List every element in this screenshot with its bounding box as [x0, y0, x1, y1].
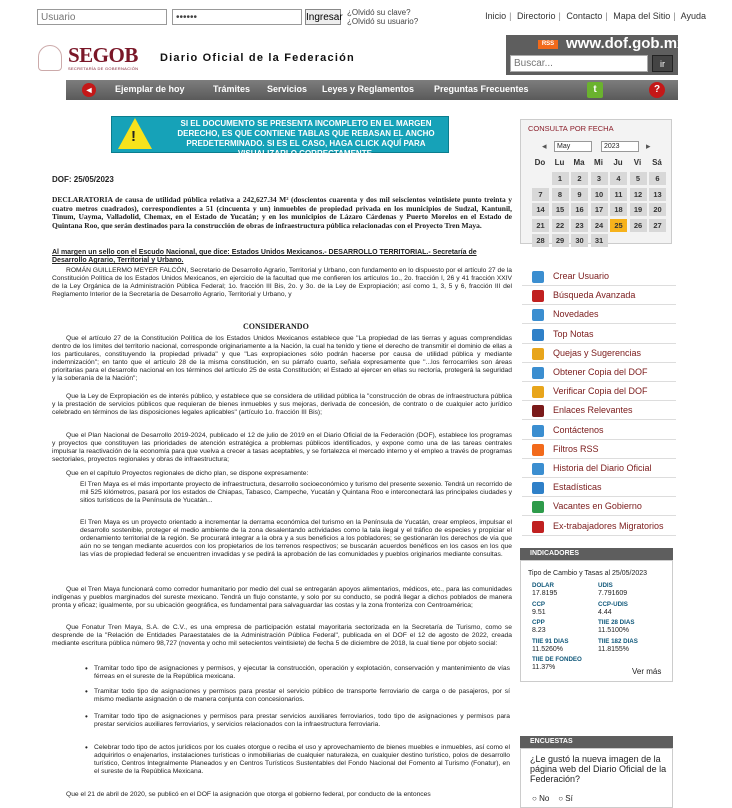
top-nav-ayuda[interactable]: Ayuda	[680, 11, 706, 21]
calendar-day[interactable]: 18	[610, 203, 627, 216]
side-link-label: Historia del Diario Oficial	[553, 463, 652, 473]
radio-si[interactable]: ○ Sí	[558, 794, 573, 803]
help-icon[interactable]: ?	[649, 82, 665, 98]
mail-icon	[532, 425, 544, 437]
side-link-item[interactable]	[522, 287, 676, 305]
side-link-item[interactable]	[522, 441, 676, 459]
quote-tren-maya-2: El Tren Maya es un proyecto orientado a incrementar la derrama económica del turismo en la Península de Yucatán, crear empleos, impulsar el desarrollo sostenible, proteger el medio ambiente de la zona desalentando actividades como la tala ilegal y el tráfico de especies y propiciar el ordenamiento territorial de la región. Se procurará integrar a la obra y a sus beneficios a los pobladores; se gestionarán los derechos de vía que aún no se tengan mediante acuerdos con los propietarios de los terrenos respectivos; se buscarán acuerdos benéficos en los casos en los que las vías de propiedad federal se encuentren invadidas y se pedirá la aprobación de las comunidades y pueblos originarios mediante consultas.	[80, 519, 512, 558]
document-title: DECLARATORIA de causa de utilidad pública relativa a 242,627.34 M² (doscientos cuarenta y dos mil seiscientos veintisiete punto treinta y cuatro metros cuadrados), correspondientes a 51 (cincuenta y un) inmuebles de propiedad privada en los municipios de Sudzal, Kantunil, Tinum, Uayma, Valladolid, Chemax, en el Estado de Yucatán; y en los municipios de Lázaro Cárdenas y Puerto Morelos en el Estado de Quintana Roo, que serán destinados para la construcción de obras de infraestructura pública relacionadas con el Proyecto Tren Maya.	[52, 195, 512, 230]
side-link-label: Estadísticas	[553, 482, 602, 493]
back-arrow-icon[interactable]: ◄	[82, 83, 96, 97]
calendar-day[interactable]: 17	[591, 203, 608, 216]
calendar-day[interactable]: 7	[532, 188, 549, 201]
calendar-day[interactable]: 13	[649, 188, 666, 201]
indicator-value: 4.44	[598, 608, 612, 616]
top-bar	[0, 0, 732, 30]
warning-exclamation: !	[131, 128, 136, 145]
calendar-day[interactable]: 10	[591, 188, 608, 201]
nav-servicios[interactable]: Servicios	[267, 84, 308, 94]
side-link-label: Obtener Copia del DOF	[553, 367, 648, 377]
chevron-right-icon[interactable]: ▸	[646, 141, 651, 151]
indicator-value: 11.8155%	[598, 645, 630, 653]
indicator-label: DOLAR	[532, 582, 554, 589]
comment-icon	[532, 348, 544, 360]
side-link-item[interactable]	[522, 518, 676, 536]
indicator-value: 11.37%	[532, 664, 556, 671]
calendar-day[interactable]: 24	[591, 219, 608, 232]
paragraph-asignacion: Que el 21 de abril de 2020, se publicó en el DOF la asignación que otorga el gobierno federal, por conducto de la entonces	[66, 791, 431, 798]
star-icon	[532, 329, 544, 341]
username-input[interactable]	[37, 9, 167, 25]
calendar-day-current[interactable]: 25	[610, 219, 627, 232]
calendar-dow: Mi	[594, 158, 603, 167]
side-link-label: Enlaces Relevantes	[553, 405, 633, 416]
calendar-day[interactable]: 14	[532, 203, 549, 216]
top-nav-directorio[interactable]: Directorio	[516, 11, 556, 21]
calendar-day[interactable]: 5	[630, 172, 647, 185]
side-link-item[interactable]	[522, 479, 676, 497]
forgot-user-link[interactable]: ¿Olvidó su usuario?	[347, 17, 419, 26]
nav-tramites[interactable]: Trámites	[213, 84, 251, 94]
calendar-day[interactable]: 28	[532, 234, 549, 247]
paragraph-plan-nacional: Que el Plan Nacional de Desarrollo 2019-2024, publicado el 12 de julio de 2019 en el Diario Oficial de la Federación (DOF), establece los programas y proyectos que constituyen las prioridades de atención estratégica a problemas públicos identificados, y expone como una de las tareas centrales impulsar la reactivación de la economía para que vuelva a crecer a tasas aceptables, y se fortalezca el mercado interno y el empleo a través de programas sectoriales, proyectos regionales y obras de infraestructura;	[52, 432, 512, 463]
nav-ejemplar-hoy[interactable]: Ejemplar de hoy	[115, 84, 185, 94]
etm-icon	[532, 521, 544, 533]
user-add-icon	[532, 271, 544, 283]
calendar-title-sub: POR FECHA	[569, 124, 614, 133]
password-input[interactable]	[172, 9, 302, 25]
side-link-label: Filtros RSS	[553, 443, 599, 454]
calendar-dow: Sá	[652, 158, 662, 167]
survey-options	[532, 794, 573, 803]
indicator-value: 8.23	[532, 627, 546, 634]
calendar-day[interactable]: 2	[571, 172, 588, 185]
search-button[interactable]: ir	[652, 55, 673, 72]
calendar-day[interactable]: 22	[552, 219, 569, 232]
nav-preguntas[interactable]: Preguntas Frecuentes	[434, 84, 529, 94]
calendar-day[interactable]: 20	[649, 203, 666, 216]
calendar-day[interactable]: 27	[649, 219, 666, 232]
calendar-dow: Ma	[573, 158, 585, 167]
segob-emblem-icon	[38, 45, 62, 71]
radio-si-label: Sí	[565, 794, 573, 803]
calendar-day[interactable]: 11	[610, 188, 627, 201]
indicators-title: Tipo de Cambio y Tasas al 25/05/2023	[528, 570, 648, 577]
calendar-day[interactable]: 23	[571, 219, 588, 232]
jobs-icon	[532, 501, 544, 513]
side-link-item[interactable]	[522, 402, 676, 420]
indicator-label: UDIS	[598, 582, 613, 589]
side-link-item[interactable]	[522, 268, 676, 286]
side-link-item[interactable]	[522, 306, 676, 324]
indicators-more-link[interactable]: Ver más	[632, 667, 662, 676]
calendar-day[interactable]: 4	[610, 172, 627, 185]
side-link-label: Top Notas	[553, 328, 594, 339]
warning-text[interactable]: SI EL DOCUMENTO SE PRESENTA INCOMPLETO EN EL MARGEN DERECHO, ES QUE CONTIENE TABLAS QUE REBASAN EL ANCHO PREDETERMINADO. SI ES EL CASO, HAGA CLICK AQUÍ PARA VISUALIZARLO CORRECTAMENTE.	[177, 119, 435, 158]
calendar-day[interactable]: 26	[630, 219, 647, 232]
survey-header: ENCUESTAS	[520, 736, 673, 748]
main-nav	[66, 80, 678, 100]
search-icon	[532, 290, 544, 302]
forgot-password-link[interactable]: ¿Olvidó su clave?	[347, 8, 411, 17]
side-link-item[interactable]	[522, 345, 676, 363]
bullet-icon: •	[85, 743, 88, 752]
bullet-item-2: Tramitar todo tipo de asignaciones y permisos para prestar el servicio público de transporte ferroviario de carga o de pasajeros, por sí mismo mediante asignación o de manera conjunta con concesionarios.	[94, 688, 510, 703]
indicator-label: TIIE 91 DIAS	[532, 637, 569, 645]
calendar-day[interactable]: 19	[630, 203, 647, 216]
calendar-day[interactable]: 29	[552, 234, 569, 247]
side-link-label: Verificar Copia del DOF	[553, 386, 648, 397]
paragraph-proyectos-regionales: Que en el capítulo Proyectos regionales de dicho plan, se dispone expresamente:	[66, 470, 309, 477]
calendar-dow: Lu	[554, 158, 565, 167]
rss-icon[interactable]: RSS	[538, 40, 558, 49]
side-link-label: Ex-trabajadores Migratorios	[553, 520, 664, 531]
twitter-icon[interactable]: t	[587, 82, 603, 98]
nav-leyes[interactable]: Leyes y Reglamentos	[322, 84, 415, 94]
bullet-item-4: Celebrar todo tipo de actos jurídicos por los cuales otorgue o reciba el uso y aprovechamiento de bienes muebles e inmuebles, así como el adquirirlos o enajenarlos, instalaciones turísticas o inmobiliarias de cualquier naturaleza, en cualquier destino turístico, polos de desarrollo turístico, Centros Integralmente Planeados y en Centros Turísticos Sustentables del Fondo Nacional del Fomento al Turismo (Fonatur), en el sureste de la República Mexicana.	[94, 744, 510, 775]
bullet-item-1: Tramitar todo tipo de asignaciones y permisos, y ejecutar la construcción, operación y explotación, conservación y mantenimiento de vías férreas en el sureste de la República mexicana.	[94, 665, 510, 680]
indicator-value: 11.5260%	[532, 645, 564, 653]
radio-no[interactable]: ○ No	[532, 794, 550, 803]
side-link-item[interactable]	[522, 326, 676, 344]
document-seal: Al margen un sello con el Escudo Nacional, que dice: Estados Unidos Mexicanos.- DESARROLLO TERRITORIAL.- Secretaría de Desarrollo Agrario, Territorial y Urbano.	[52, 249, 477, 265]
month-select[interactable]: May	[554, 141, 592, 152]
calendar-dow: Vi	[633, 158, 642, 167]
calendar-day[interactable]: 16	[571, 203, 588, 216]
calendar-day[interactable]: 1	[552, 172, 569, 185]
calendar-day[interactable]: 30	[571, 234, 588, 247]
bullet-item-3: Tramitar todo tipo de asignaciones y permisos para prestar servicios auxiliares ferroviarios, todo tipo de asignaciones y permisos para prestar servicios auxiliares ferroviarios, y servicios relacionados con la infraestructura ferroviaria.	[94, 713, 510, 728]
side-link-label: Quejas y Sugerencias	[553, 347, 642, 358]
indicator-value: 9.51	[532, 608, 546, 616]
indicator-label: CCP	[532, 600, 546, 608]
chevron-left-icon[interactable]: ◂	[542, 141, 547, 151]
paragraph-ley-expropiacion: Que la Ley de Expropiación es de interés público, y establece que se considera de utilidad pública la "construcción de obras de infraestructura pública y la prestación de servicios públicos que requieran de bienes inmuebles y sus mejoras, derivada de concesión, de contrato o de cualquier acto jurídico celebrado en términos de las disposiciones legales aplicables" (artículo 1o. fracción III Bis);	[52, 393, 512, 416]
calendar-title	[528, 124, 614, 133]
paragraph-fonatur: Que Fonatur Tren Maya, S.A. de C.V., es una empresa de participación estatal mayoritaria sectorizada en la Secretaría de Turismo, como se desprende de la "Relación de Entidades Paraestatales de la Administración Pública Federal", publicada en el DOF el 12 de agosto de 2022, creada mediante escritura pública número 98,727 (noventa y ocho mil setecientos veintisiete) de fecha 5 de diciembre de 2018, la cual tiene por objeto social:	[52, 624, 512, 647]
survey-question: ¿Le gustó la nueva imagen de la página web del Diario Oficial de la Federación?	[530, 754, 667, 784]
check-document-icon	[532, 386, 544, 398]
calendar-day[interactable]: 15	[552, 203, 569, 216]
top-nav-mapa[interactable]: Mapa del Sitio	[613, 11, 671, 21]
top-nav-inicio[interactable]: Inicio	[485, 11, 507, 21]
calendar-day[interactable]: 3	[591, 172, 608, 185]
calendar-day[interactable]: 9	[571, 188, 588, 201]
side-link-item[interactable]	[522, 422, 676, 440]
year-select[interactable]: 2023	[601, 141, 639, 152]
side-link-item[interactable]	[522, 383, 676, 401]
side-link-label: Novedades	[553, 309, 599, 320]
calendar-dow: Do	[534, 158, 546, 167]
side-link-label: Vacantes en Gobierno	[553, 501, 642, 512]
indicator-label: CPP	[532, 619, 545, 626]
bullet-icon: •	[85, 664, 88, 673]
top-nav: Inicio | Directorio | Contacto | Mapa del Sitio | Ayuda	[485, 11, 706, 21]
calendar-day[interactable]: 31	[591, 234, 608, 247]
side-link-item[interactable]	[522, 498, 676, 516]
segob-logo[interactable]: SEGOB	[68, 43, 138, 67]
paragraph-corredor-humanitario: Que el Tren Maya funcionará como corredor humanitario por medio del cual se entregarán apoyos alimentarios, médicos, etc., para las comunidades indígenas y pueblos marginados del sureste mexicano. Tendrá un flujo constante, y solo por su conducto, se podrá llegar a dichos poblados de manera pronta y eficaz; igualmente, por su ubicación geográfica, es fundamental para salvaguardar las costas y la zona fronteriza con Centroamérica;	[52, 586, 512, 609]
radio-no-label: No	[539, 794, 550, 803]
indicator-label: TIIE 28 DIAS	[598, 619, 635, 626]
copy-icon	[532, 367, 544, 379]
search-input[interactable]	[510, 55, 648, 72]
quote-tren-maya-1: El Tren Maya es el más importante proyecto de infraestructura, desarrollo socioeconómico y turismo del presente sexenio. Tendrá un recorrido de mil 525 kilómetros, pasará por los estados de Chiapas, Tabasco, Campeche, Yucatán y Quintana Roo e interconectará las principales ciudades y sitios turísticos de la Península de Yucatán...	[80, 481, 512, 504]
bullet-icon: •	[85, 712, 88, 721]
side-link-item[interactable]	[522, 364, 676, 382]
stats-icon	[532, 482, 544, 494]
rss-icon	[532, 444, 544, 456]
considerando-heading: CONSIDERANDO	[243, 322, 309, 331]
calendar-day[interactable]: 8	[552, 188, 569, 201]
indicators-header: INDICADORES	[520, 548, 673, 560]
indicator-value: 11.5100%	[598, 627, 630, 634]
indicator-label: CCP-UDIS	[598, 600, 628, 608]
site-title[interactable]: Diario Oficial de la Federación	[160, 52, 355, 64]
indicator-label: TIIE DE FONDEO	[532, 656, 582, 663]
side-link-item[interactable]	[522, 460, 676, 478]
link-icon	[532, 405, 544, 417]
calendar-day[interactable]: 21	[532, 219, 549, 232]
indicator-label: TIIE 182 DIAS	[598, 637, 638, 645]
calendar-day[interactable]: 6	[649, 172, 666, 185]
news-icon	[532, 309, 544, 321]
calendar-dow: Ju	[613, 158, 623, 167]
document-date: DOF: 25/05/2023	[52, 175, 114, 184]
paragraph-article-27: Que el artículo 27 de la Constitución Política de los Estados Unidos Mexicanos establece que "La propiedad de las tierras y aguas comprendidas dentro de los límites del territorio nacional, corresponde originariamente a la Nación, la cual ha tenido y tiene el derecho de transmitir el dominio de ellas a los particulares, constituyendo la propiedad privada" y que "Las expropiaciones sólo podrán hacerse por causa de utilidad pública y mediante indemnización"; en tanto que el artículo 28 de la misma constitución, en su párrafo cuarto, señala expresamente que "...los ferrocarriles son áreas prioritarias para el desarrollo nacional en los términos del artículo 25 de esta Constitución; el Estado al ejercer en ellas su rectoría, protegerá la seguridad y la soberanía de la Nación";	[52, 335, 512, 382]
side-link-label: Búsqueda Avanzada	[553, 290, 636, 301]
side-link-label: Crear Usuario	[553, 271, 610, 281]
side-link-label: Contáctenos	[553, 424, 604, 435]
indicator-value: 17.8195	[532, 590, 558, 597]
top-nav-contacto[interactable]: Contacto	[566, 11, 603, 21]
bullet-icon: •	[85, 687, 88, 696]
paragraph-intro: ROMÁN GUILLERMO MEYER FALCÓN, Secretario de Desarrollo Agrario, Territorial y Urbano, con fundamento en lo dispuesto por el artículo 27 de la Constitución Política de los Estados Unidos Mexicanos, en ejercicio de la facultad que me confieren los artículos 1o., 2o. fracción I, 26 y 41 fracción XXIV de la Ley Orgánica de la Administración Pública Federal; 1o. fracción III Bis, 2o. y 3o. de la Ley de Expropiación; así como 1, 3, 5 y 6, fracción III del Reglamento Interior de la Secretaría de Desarrollo Agrario, Territorial y Urbano, y	[52, 267, 512, 298]
calendar-day[interactable]: 12	[630, 188, 647, 201]
login-button[interactable]: Ingresar	[305, 9, 341, 25]
site-url: www.dof.gob.mx	[566, 35, 686, 52]
book-icon	[532, 463, 544, 475]
calendar-title-main: CONSULTA	[528, 124, 568, 133]
indicator-value: 7.791609	[598, 590, 628, 597]
segob-subtitle: SECRETARÍA DE GOBERNACIÓN	[68, 66, 139, 71]
